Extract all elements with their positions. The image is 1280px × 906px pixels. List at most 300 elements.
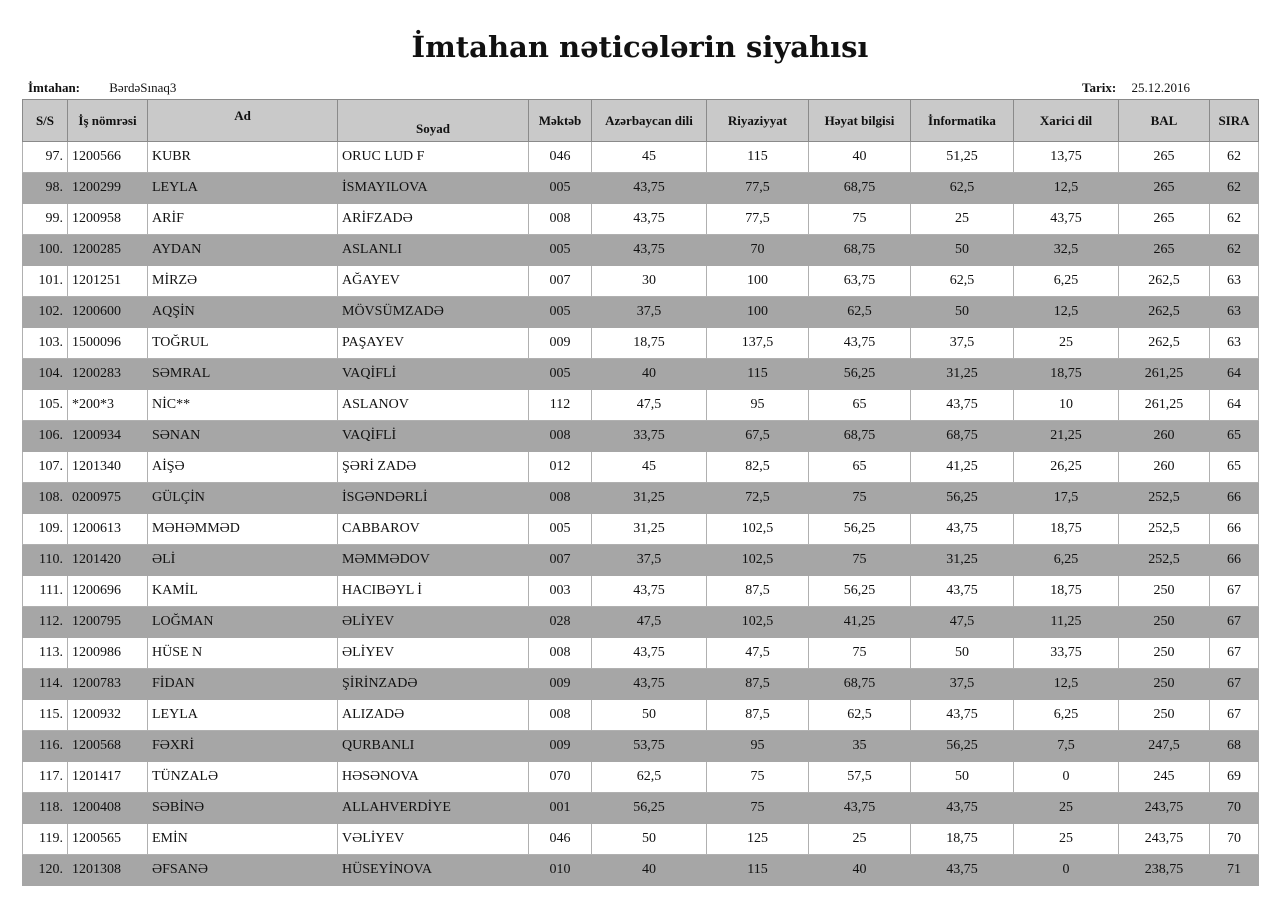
cell-score: 247,5 [1119,731,1210,762]
cell-rank: 67 [1210,607,1259,638]
cell-foreign-language: 26,25 [1014,452,1119,483]
cell-ss: 117. [23,762,68,793]
cell-surname: HƏSƏNOVA [338,762,529,793]
cell-score: 250 [1119,576,1210,607]
cell-school: 005 [529,173,592,204]
cell-math: 137,5 [707,328,809,359]
table-row [23,204,1259,235]
col-header-work-number: İş nömrəsi [68,100,148,142]
table-row [23,328,1259,359]
cell-ss: 116. [23,731,68,762]
cell-informatics: 37,5 [911,328,1014,359]
cell-work-number: 1200934 [68,421,148,452]
table-row [23,576,1259,607]
cell-life-science: 68,75 [809,421,911,452]
cell-work-number: 1201251 [68,266,148,297]
cell-school: 012 [529,452,592,483]
cell-surname: QURBANLI [338,731,529,762]
cell-informatics: 18,75 [911,824,1014,855]
cell-surname: ORUC LUD F [338,142,529,173]
cell-score: 260 [1119,452,1210,483]
cell-math: 115 [707,142,809,173]
cell-life-science: 65 [809,452,911,483]
exam-label: İmtahan: [28,80,81,95]
table-row [23,731,1259,762]
cell-score: 243,75 [1119,824,1210,855]
cell-ss: 110. [23,545,68,576]
cell-life-science: 63,75 [809,266,911,297]
table-row [23,483,1259,514]
cell-rank: 63 [1210,297,1259,328]
table-row [23,452,1259,483]
col-header-life-science: Həyat bilgisi [809,100,911,142]
cell-life-science: 56,25 [809,576,911,607]
cell-informatics: 31,25 [911,359,1014,390]
cell-life-science: 75 [809,545,911,576]
cell-score: 252,5 [1119,514,1210,545]
cell-name: HÜSE N [148,638,338,669]
cell-foreign-language: 12,5 [1014,669,1119,700]
cell-work-number: *200*3 [68,390,148,421]
cell-ss: 114. [23,669,68,700]
table-row [23,762,1259,793]
cell-foreign-language: 25 [1014,793,1119,824]
cell-azerbaijani: 40 [592,855,707,886]
cell-foreign-language: 17,5 [1014,483,1119,514]
table-row [23,142,1259,173]
cell-azerbaijani: 53,75 [592,731,707,762]
cell-informatics: 50 [911,762,1014,793]
cell-math: 75 [707,762,809,793]
cell-surname: ALLAHVERDİYE [338,793,529,824]
cell-math: 87,5 [707,576,809,607]
cell-informatics: 68,75 [911,421,1014,452]
cell-score: 252,5 [1119,483,1210,514]
table-row [23,390,1259,421]
cell-ss: 107. [23,452,68,483]
cell-rank: 63 [1210,266,1259,297]
cell-surname: ALIZADƏ [338,700,529,731]
cell-azerbaijani: 43,75 [592,576,707,607]
cell-informatics: 56,25 [911,483,1014,514]
cell-informatics: 56,25 [911,731,1014,762]
cell-math: 77,5 [707,173,809,204]
cell-rank: 67 [1210,638,1259,669]
cell-life-science: 40 [809,855,911,886]
cell-school: 010 [529,855,592,886]
cell-surname: MƏMMƏDOV [338,545,529,576]
cell-foreign-language: 18,75 [1014,514,1119,545]
cell-math: 100 [707,297,809,328]
cell-name: NİC** [148,390,338,421]
cell-math: 47,5 [707,638,809,669]
cell-ss: 118. [23,793,68,824]
cell-surname: İSGƏNDƏRLİ [338,483,529,514]
exam-value: BərdəSınaq3 [109,80,177,95]
cell-azerbaijani: 43,75 [592,669,707,700]
cell-name: ƏLİ [148,545,338,576]
cell-rank: 66 [1210,545,1259,576]
cell-rank: 66 [1210,483,1259,514]
cell-rank: 62 [1210,204,1259,235]
cell-informatics: 50 [911,297,1014,328]
cell-work-number: 1201417 [68,762,148,793]
cell-informatics: 37,5 [911,669,1014,700]
cell-math: 72,5 [707,483,809,514]
cell-name: KUBR [148,142,338,173]
cell-name: EMİN [148,824,338,855]
cell-score: 262,5 [1119,328,1210,359]
cell-score: 250 [1119,607,1210,638]
cell-name: KAMİL [148,576,338,607]
cell-math: 115 [707,855,809,886]
cell-name: LEYLA [148,173,338,204]
cell-life-science: 43,75 [809,328,911,359]
cell-rank: 67 [1210,669,1259,700]
cell-rank: 67 [1210,700,1259,731]
cell-azerbaijani: 18,75 [592,328,707,359]
cell-score: 250 [1119,638,1210,669]
cell-life-science: 40 [809,142,911,173]
cell-ss: 108. [23,483,68,514]
cell-score: 250 [1119,700,1210,731]
cell-informatics: 31,25 [911,545,1014,576]
cell-foreign-language: 0 [1014,855,1119,886]
cell-surname: ƏLİYEV [338,638,529,669]
cell-score: 243,75 [1119,793,1210,824]
cell-foreign-language: 6,25 [1014,266,1119,297]
cell-name: AYDAN [148,235,338,266]
col-header-azerbaijani: Azərbaycan dili [592,100,707,142]
cell-informatics: 43,75 [911,576,1014,607]
cell-school: 028 [529,607,592,638]
cell-azerbaijani: 37,5 [592,297,707,328]
cell-rank: 64 [1210,359,1259,390]
cell-work-number: 0200975 [68,483,148,514]
cell-surname: VƏLİYEV [338,824,529,855]
cell-school: 005 [529,359,592,390]
cell-name: SƏNAN [148,421,338,452]
cell-math: 87,5 [707,700,809,731]
cell-work-number: 1200932 [68,700,148,731]
cell-ss: 102. [23,297,68,328]
table-row [23,824,1259,855]
cell-score: 252,5 [1119,545,1210,576]
cell-work-number: 1201308 [68,855,148,886]
cell-informatics: 50 [911,235,1014,266]
table-header-row [23,100,1259,142]
cell-ss: 103. [23,328,68,359]
table-row [23,173,1259,204]
cell-school: 008 [529,700,592,731]
cell-school: 003 [529,576,592,607]
date-value: 25.12.2016 [1131,80,1190,95]
cell-score: 265 [1119,204,1210,235]
cell-informatics: 50 [911,638,1014,669]
cell-ss: 115. [23,700,68,731]
cell-name: FƏXRİ [148,731,338,762]
cell-work-number: 1200408 [68,793,148,824]
cell-work-number: 1200566 [68,142,148,173]
table-row [23,235,1259,266]
cell-math: 102,5 [707,514,809,545]
cell-surname: MÖVSÜMZADƏ [338,297,529,328]
cell-score: 260 [1119,421,1210,452]
cell-life-science: 65 [809,390,911,421]
cell-surname: İSMAYILOVA [338,173,529,204]
cell-foreign-language: 12,5 [1014,173,1119,204]
cell-surname: HACIBƏYL İ [338,576,529,607]
cell-work-number: 1200283 [68,359,148,390]
cell-ss: 97. [23,142,68,173]
cell-life-science: 68,75 [809,173,911,204]
table-row [23,700,1259,731]
cell-life-science: 75 [809,638,911,669]
cell-school: 005 [529,297,592,328]
cell-work-number: 1200795 [68,607,148,638]
cell-surname: ŞƏRİ ZADƏ [338,452,529,483]
cell-surname: HÜSEYİNOVA [338,855,529,886]
cell-score: 261,25 [1119,390,1210,421]
table-row [23,793,1259,824]
page-title: İmtahan nəticələrin siyahısı [411,30,869,64]
cell-foreign-language: 13,75 [1014,142,1119,173]
cell-school: 009 [529,731,592,762]
cell-life-science: 25 [809,824,911,855]
cell-score: 265 [1119,235,1210,266]
cell-school: 009 [529,328,592,359]
cell-ss: 120. [23,855,68,886]
cell-rank: 63 [1210,328,1259,359]
cell-azerbaijani: 62,5 [592,762,707,793]
cell-foreign-language: 25 [1014,328,1119,359]
table-row [23,514,1259,545]
col-header-score: BAL [1119,100,1210,142]
table-row [23,297,1259,328]
cell-math: 77,5 [707,204,809,235]
cell-surname: ƏLİYEV [338,607,529,638]
cell-life-science: 75 [809,204,911,235]
cell-work-number: 1200986 [68,638,148,669]
cell-informatics: 47,5 [911,607,1014,638]
date-label: Tarix: [1082,80,1117,95]
cell-surname: AĞAYEV [338,266,529,297]
col-header-informatics: İnformatika [911,100,1014,142]
cell-foreign-language: 18,75 [1014,576,1119,607]
cell-surname: ARİFZADƏ [338,204,529,235]
cell-rank: 62 [1210,142,1259,173]
cell-azerbaijani: 47,5 [592,390,707,421]
cell-name: GÜLÇİN [148,483,338,514]
cell-life-science: 57,5 [809,762,911,793]
cell-rank: 64 [1210,390,1259,421]
cell-surname: ŞİRİNZADƏ [338,669,529,700]
cell-work-number: 1200565 [68,824,148,855]
cell-school: 007 [529,545,592,576]
cell-surname: ASLANOV [338,390,529,421]
results-table [22,99,1259,886]
cell-math: 82,5 [707,452,809,483]
cell-ss: 111. [23,576,68,607]
cell-work-number: 1200613 [68,514,148,545]
cell-name: FİDAN [148,669,338,700]
cell-informatics: 41,25 [911,452,1014,483]
cell-math: 87,5 [707,669,809,700]
cell-foreign-language: 6,25 [1014,545,1119,576]
cell-foreign-language: 0 [1014,762,1119,793]
cell-work-number: 1200696 [68,576,148,607]
cell-rank: 66 [1210,514,1259,545]
cell-rank: 65 [1210,421,1259,452]
col-header-foreign-language: Xarici dil [1014,100,1119,142]
cell-informatics: 43,75 [911,793,1014,824]
cell-rank: 67 [1210,576,1259,607]
cell-work-number: 1201420 [68,545,148,576]
cell-math: 95 [707,731,809,762]
cell-ss: 100. [23,235,68,266]
exam-info [28,80,176,96]
cell-math: 125 [707,824,809,855]
col-header-rank: SIRA [1210,100,1259,142]
cell-ss: 112. [23,607,68,638]
table-row [23,266,1259,297]
cell-foreign-language: 7,5 [1014,731,1119,762]
cell-life-science: 41,25 [809,607,911,638]
cell-informatics: 43,75 [911,855,1014,886]
cell-school: 046 [529,142,592,173]
cell-azerbaijani: 43,75 [592,173,707,204]
cell-rank: 70 [1210,824,1259,855]
cell-work-number: 1200600 [68,297,148,328]
cell-ss: 106. [23,421,68,452]
cell-informatics: 62,5 [911,173,1014,204]
cell-name: TÜNZALƏ [148,762,338,793]
cell-life-science: 75 [809,483,911,514]
cell-surname: ASLANLI [338,235,529,266]
table-row [23,607,1259,638]
cell-rank: 68 [1210,731,1259,762]
table-row [23,359,1259,390]
cell-foreign-language: 33,75 [1014,638,1119,669]
cell-life-science: 35 [809,731,911,762]
cell-score: 262,5 [1119,297,1210,328]
cell-informatics: 25 [911,204,1014,235]
date-info [1082,80,1190,96]
cell-foreign-language: 32,5 [1014,235,1119,266]
cell-azerbaijani: 56,25 [592,793,707,824]
cell-azerbaijani: 37,5 [592,545,707,576]
cell-azerbaijani: 50 [592,700,707,731]
cell-math: 67,5 [707,421,809,452]
cell-azerbaijani: 50 [592,824,707,855]
cell-school: 001 [529,793,592,824]
cell-math: 115 [707,359,809,390]
cell-work-number: 1201340 [68,452,148,483]
cell-name: LEYLA [148,700,338,731]
cell-score: 265 [1119,142,1210,173]
cell-foreign-language: 11,25 [1014,607,1119,638]
cell-school: 005 [529,514,592,545]
col-header-name: Ad [148,100,338,142]
cell-life-science: 62,5 [809,700,911,731]
cell-school: 005 [529,235,592,266]
cell-rank: 69 [1210,762,1259,793]
cell-ss: 104. [23,359,68,390]
cell-school: 008 [529,638,592,669]
cell-azerbaijani: 31,25 [592,483,707,514]
col-header-math: Riyaziyyat [707,100,809,142]
cell-surname: CABBAROV [338,514,529,545]
cell-name: TOĞRUL [148,328,338,359]
cell-surname: PAŞAYEV [338,328,529,359]
cell-informatics: 51,25 [911,142,1014,173]
cell-school: 008 [529,483,592,514]
cell-informatics: 43,75 [911,514,1014,545]
cell-name: AİŞƏ [148,452,338,483]
cell-azerbaijani: 45 [592,452,707,483]
cell-math: 102,5 [707,545,809,576]
cell-name: LOĞMAN [148,607,338,638]
cell-rank: 65 [1210,452,1259,483]
cell-foreign-language: 18,75 [1014,359,1119,390]
cell-ss: 119. [23,824,68,855]
cell-informatics: 43,75 [911,390,1014,421]
cell-work-number: 1200299 [68,173,148,204]
cell-work-number: 1200285 [68,235,148,266]
col-header-surname: Soyad [338,100,529,142]
cell-name: MƏHƏMMƏD [148,514,338,545]
cell-foreign-language: 10 [1014,390,1119,421]
cell-ss: 113. [23,638,68,669]
cell-score: 261,25 [1119,359,1210,390]
table-row [23,638,1259,669]
cell-life-science: 56,25 [809,359,911,390]
cell-life-science: 56,25 [809,514,911,545]
cell-surname: VAQİFLİ [338,421,529,452]
cell-name: ARİF [148,204,338,235]
cell-rank: 70 [1210,793,1259,824]
cell-work-number: 1200568 [68,731,148,762]
cell-school: 070 [529,762,592,793]
cell-score: 245 [1119,762,1210,793]
cell-azerbaijani: 43,75 [592,638,707,669]
cell-score: 250 [1119,669,1210,700]
cell-life-science: 68,75 [809,235,911,266]
cell-azerbaijani: 40 [592,359,707,390]
cell-ss: 98. [23,173,68,204]
cell-school: 009 [529,669,592,700]
cell-ss: 105. [23,390,68,421]
table-row [23,669,1259,700]
cell-azerbaijani: 45 [592,142,707,173]
cell-foreign-language: 43,75 [1014,204,1119,235]
cell-name: SƏMRAL [148,359,338,390]
cell-informatics: 62,5 [911,266,1014,297]
table-row [23,855,1259,886]
cell-rank: 62 [1210,173,1259,204]
cell-school: 046 [529,824,592,855]
cell-foreign-language: 21,25 [1014,421,1119,452]
col-header-ss: S/S [23,100,68,142]
cell-name: ƏFSANƏ [148,855,338,886]
col-header-school: Məktəb [529,100,592,142]
cell-math: 95 [707,390,809,421]
cell-ss: 109. [23,514,68,545]
table-row [23,545,1259,576]
cell-school: 008 [529,204,592,235]
cell-score: 238,75 [1119,855,1210,886]
cell-foreign-language: 12,5 [1014,297,1119,328]
